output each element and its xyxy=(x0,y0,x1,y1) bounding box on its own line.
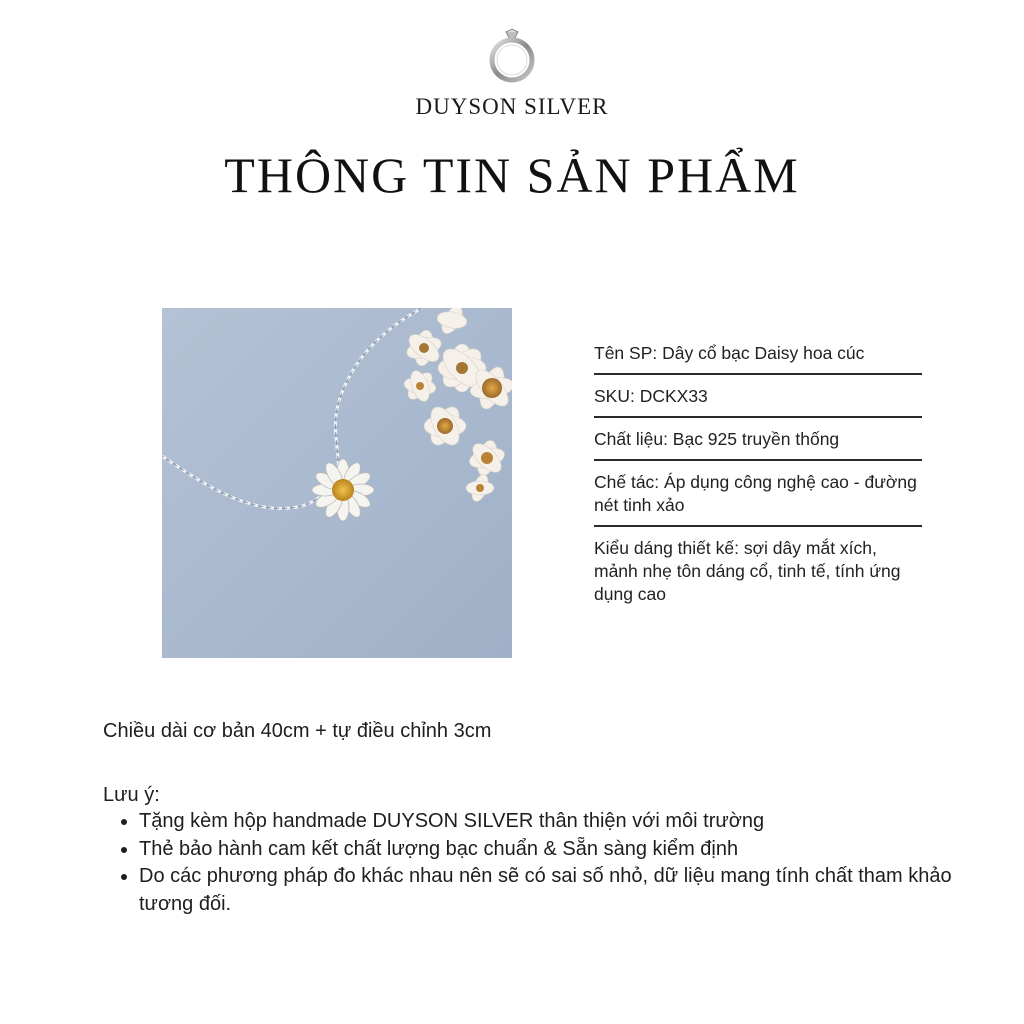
spec-name: Tên SP: Dây cổ bạc Daisy hoa cúc xyxy=(594,342,922,375)
ring-icon xyxy=(486,28,538,84)
brand-name: DUYSON SILVER xyxy=(415,94,609,119)
page-title: THÔNG TIN SẢN PHẨM xyxy=(224,147,800,203)
spec-sku: SKU: DCKX33 xyxy=(594,385,922,418)
note-item: • Do các phương pháp đo khác nhau nên sẽ có sai số nhỏ, dữ liệu mang tính chất tham khảo tương đối. xyxy=(139,863,989,918)
notes-list xyxy=(103,808,989,918)
note-item: • Thẻ bảo hành cam kết chất lượng bạc chuẩn & Sẵn sàng kiểm định xyxy=(139,836,989,864)
spec-material: Chất liệu: Bạc 925 truyền thống xyxy=(594,428,922,461)
notes-label: Lưu ý: xyxy=(103,784,160,806)
spec-craft: Chế tác: Áp dụng công nghệ cao - đường nét tinh xảo xyxy=(594,471,922,527)
spec-design: Kiểu dáng thiết kế: sợi dây mắt xích, mảnh nhẹ tôn dáng cổ, tinh tế, tính ứng dụng cao xyxy=(594,538,901,604)
length-note: Chiều dài cơ bản 40cm + tự điều chỉnh 3cm xyxy=(103,720,492,742)
product-spec-list xyxy=(594,342,922,624)
daisy-necklace-photo xyxy=(162,308,512,658)
note-item: • Tặng kèm hộp handmade DUYSON SILVER thân thiện với môi trường xyxy=(139,808,989,836)
